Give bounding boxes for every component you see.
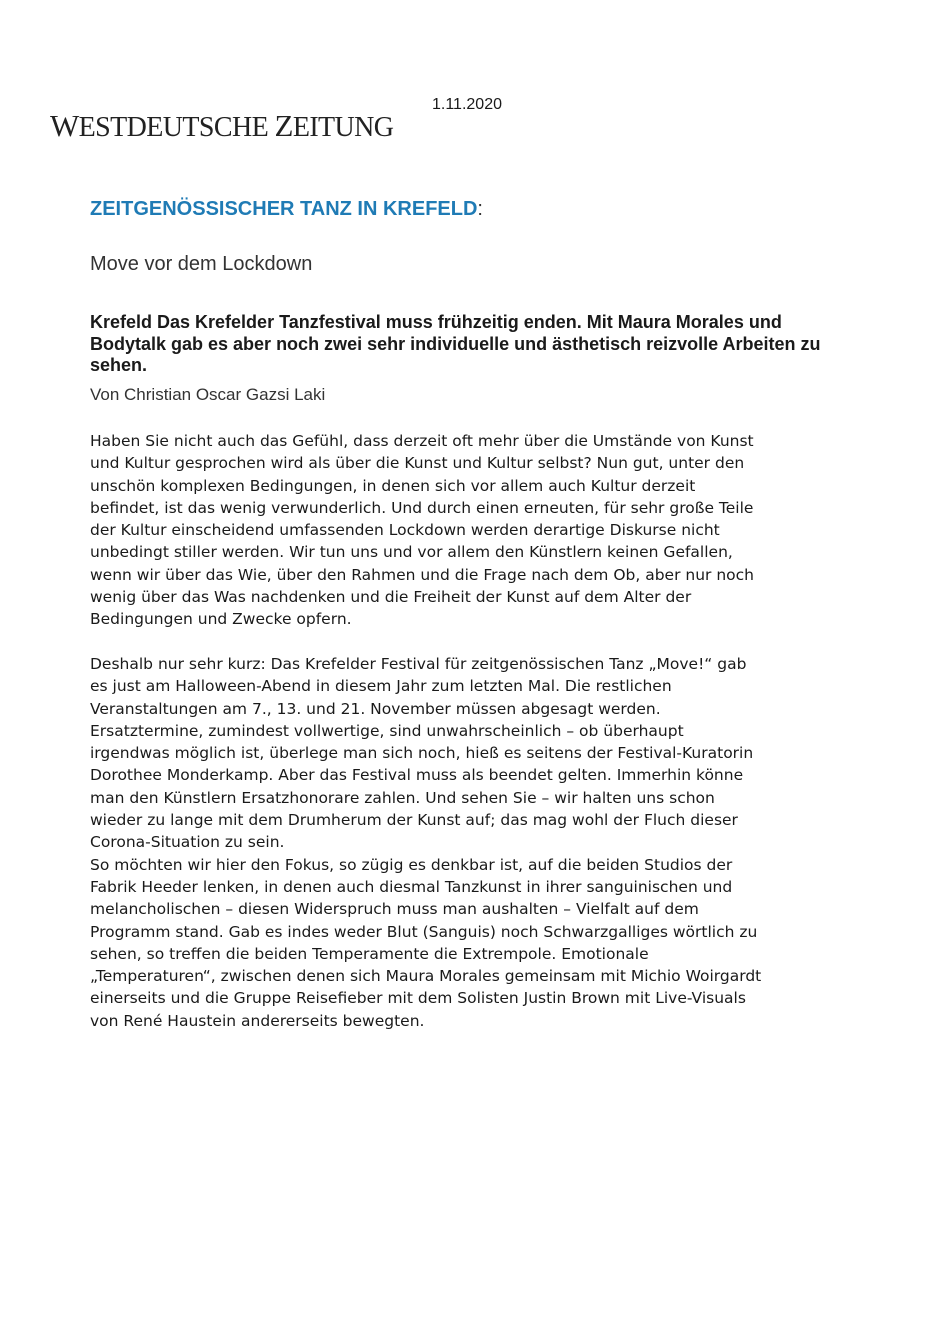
paragraph-line: Bedingungen und Zwecke opfern. [90, 610, 352, 629]
paragraph-line: Dorothee Monderkamp. Aber das Festival muss als beendet gelten. Immerhin könne [90, 766, 744, 785]
paragraph-line: „Temperaturen“, zwischen denen sich Maura Morales gemeinsam mit Michio Woirgardt [90, 967, 762, 986]
paragraph-line: es just am Halloween-Abend in diesem Jahr zum letzten Mal. Die restlichen [90, 677, 672, 696]
paragraph-line: Corona-Situation zu sein. [90, 833, 285, 852]
paragraph-line: irgendwas möglich ist, überlege man sich noch, hieß es seitens der Festival-Kuratorin [90, 744, 754, 763]
article-body [90, 430, 870, 1032]
masthead-initial-z: Z [274, 108, 293, 143]
paragraph-line: So möchten wir hier den Fokus, so zügig es denkbar ist, auf die beiden Studios der [90, 855, 733, 874]
paragraph-line: Deshalb nur sehr kurz: Das Krefelder Festival für zeitgenössischen Tanz „Move!“ gab [90, 654, 747, 673]
article-byline: Von Christian Oscar Gazsi Laki [90, 385, 326, 404]
article-paragraph [90, 430, 870, 631]
paragraph-line: Programm stand. Gab es indes weder Blut (Sanguis) noch Schwarzgalliges wörtlich zu [90, 922, 758, 941]
masthead-word-1: ESTDEUTSCHE [78, 112, 275, 143]
paragraph-line: wieder zu lange mit dem Drumherum der Kunst auf; das mag wohl der Fluch dieser [90, 811, 738, 830]
paragraph-line: Haben Sie nicht auch das Gefühl, dass derzeit oft mehr über die Umstände von Kunst [90, 432, 754, 450]
paragraph-line: Veranstaltungen am 7., 13. und 21. November müssen abgesagt werden. [90, 699, 661, 718]
paragraph-line: einerseits und die Gruppe Reisefieber mit dem Solisten Justin Brown mit Live-Visuals [90, 989, 746, 1008]
newspaper-masthead [50, 108, 393, 144]
paragraph-line: und Kultur gesprochen wird als über die Kunst und Kultur selbst? Nun gut, unter den [90, 454, 745, 473]
paragraph-line: wenig über das Was nachdenken und die Freiheit der Kunst auf dem Alter der [90, 588, 692, 607]
paragraph-line: Fabrik Heeder lenken, in denen auch diesmal Tanzkunst in ihrer sanguinischen und [90, 877, 733, 896]
paragraph-line: Ersatztermine, zumindest vollwertige, sind unwahrscheinlich – ob überhaupt [90, 721, 684, 740]
paragraph-line: wenn wir über das Wie, über den Rahmen und die Frage nach dem Ob, aber nur noch [90, 565, 754, 584]
masthead-word-2: EITUNG [292, 112, 394, 143]
article-kicker [90, 198, 483, 221]
paragraph-line: von René Haustein andererseits bewegten. [90, 1011, 425, 1030]
masthead-initial-w: W [50, 108, 79, 143]
paragraph-line: der Kultur einscheidend umfassenden Lockdown werden derartige Diskurse nicht [90, 521, 720, 540]
paragraph-line: unschön komplexen Bedingungen, in denen sich vor allem auch Kultur derzeit [90, 476, 696, 495]
paragraph-line: unbedingt stiller werden. Wir tun uns und vor allem den Künstlern keinen Gefallen, [90, 543, 733, 562]
article-headline: Move vor dem Lockdown [90, 253, 313, 275]
paragraph-line: melancholischen – diesen Widerspruch muss man aushalten – Vielfalt auf dem [90, 900, 699, 919]
paragraph-line: befindet, ist das wenig verwunderlich. Und durch einen erneuten, für sehr große Teile [90, 498, 754, 517]
kicker-colon: : [477, 198, 483, 220]
paragraph-line: man den Künstlern Ersatzhonorare zahlen. Und sehen Sie – wir halten uns schon [90, 788, 715, 807]
article-paragraph [90, 653, 870, 1032]
paragraph-line: sehen, so treffen die beiden Temperamente die Extrempole. Emotionale [90, 944, 649, 963]
article-lead: Krefeld Das Krefelder Tanzfestival muss frühzeitig enden. Mit Maura Morales und Bodytalk gab es aber noch zwei sehr individuelle und ästhetisch reizvolle Arbeiten zu sehen. [90, 312, 821, 375]
publication-date: 1.11.2020 [432, 96, 502, 113]
kicker-text: ZEITGENÖSSISCHER TANZ IN KREFELD [90, 198, 478, 220]
paragraph-gap [90, 631, 870, 653]
